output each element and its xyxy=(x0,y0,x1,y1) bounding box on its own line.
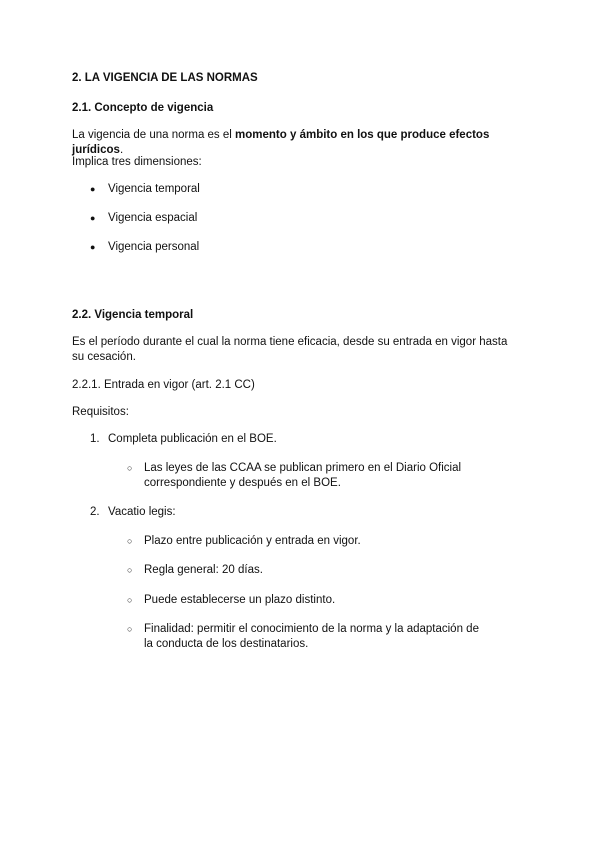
numbered-item xyxy=(90,432,277,447)
sub-item-text: Plazo entre publicación y entrada en vigor. xyxy=(144,535,361,547)
hollow-bullet-icon: ○ xyxy=(127,536,133,546)
requisites-label: Requisitos: xyxy=(72,406,129,418)
concept-text-bold: momento y ámbito en los que produce efectos jurídicos xyxy=(72,129,490,156)
bullet-item xyxy=(90,240,199,255)
item-number: 1. xyxy=(90,433,100,445)
bullet-item xyxy=(90,182,200,197)
bullet-text: Vigencia temporal xyxy=(108,183,200,195)
sub-item-text: Las leyes de las CCAA se publican primero en el Diario Oficial correspondiente y después en el BOE. xyxy=(144,462,462,489)
sub-item xyxy=(127,534,487,549)
sub-item-text: Finalidad: permitir el conocimiento de la norma y la adaptación de la conducta de los destinatarios. xyxy=(144,623,479,650)
hollow-bullet-icon: ○ xyxy=(127,624,133,634)
bullet-text: Vigencia espacial xyxy=(108,212,198,224)
bullet-dot-icon: ● xyxy=(90,184,96,194)
concept-paragraph xyxy=(72,128,532,158)
bullet-dot-icon: ● xyxy=(90,213,96,223)
sub-item-text: Puede establecerse un plazo distinto. xyxy=(144,594,336,606)
section-title-2-2: 2.2. Vigencia temporal xyxy=(72,309,194,321)
hollow-bullet-icon: ○ xyxy=(127,565,133,575)
bullet-item xyxy=(90,211,197,226)
hollow-bullet-icon: ○ xyxy=(127,463,133,473)
dimensions-lead: Implica tres dimensiones: xyxy=(72,156,202,168)
item-text: Completa publicación en el BOE. xyxy=(108,433,277,445)
sub-item xyxy=(127,622,487,652)
bullet-text: Vigencia personal xyxy=(108,241,200,253)
section-title-2-1: 2.1. Concepto de vigencia xyxy=(72,102,214,114)
numbered-item xyxy=(90,505,176,520)
main-heading: 2. LA VIGENCIA DE LAS NORMAS xyxy=(72,72,258,84)
subsection-title: 2.2.1. Entrada en vigor (art. 2.1 CC) xyxy=(72,379,255,391)
hollow-bullet-icon: ○ xyxy=(127,595,133,605)
item-number: 2. xyxy=(90,506,100,518)
bullet-dot-icon: ● xyxy=(90,242,96,252)
sub-item xyxy=(127,593,487,608)
item-text: Vacatio legis: xyxy=(108,506,176,518)
sub-item xyxy=(127,563,487,578)
concept-text-after: . xyxy=(119,144,124,156)
concept-text-before: La vigencia de una norma es el xyxy=(72,129,236,141)
sub-item xyxy=(127,461,487,491)
definition-paragraph: Es el período durante el cual la norma tiene eficacia, desde su entrada en vigor hasta su cesación. xyxy=(72,336,508,363)
sub-item-text: Regla general: 20 días. xyxy=(144,564,263,576)
